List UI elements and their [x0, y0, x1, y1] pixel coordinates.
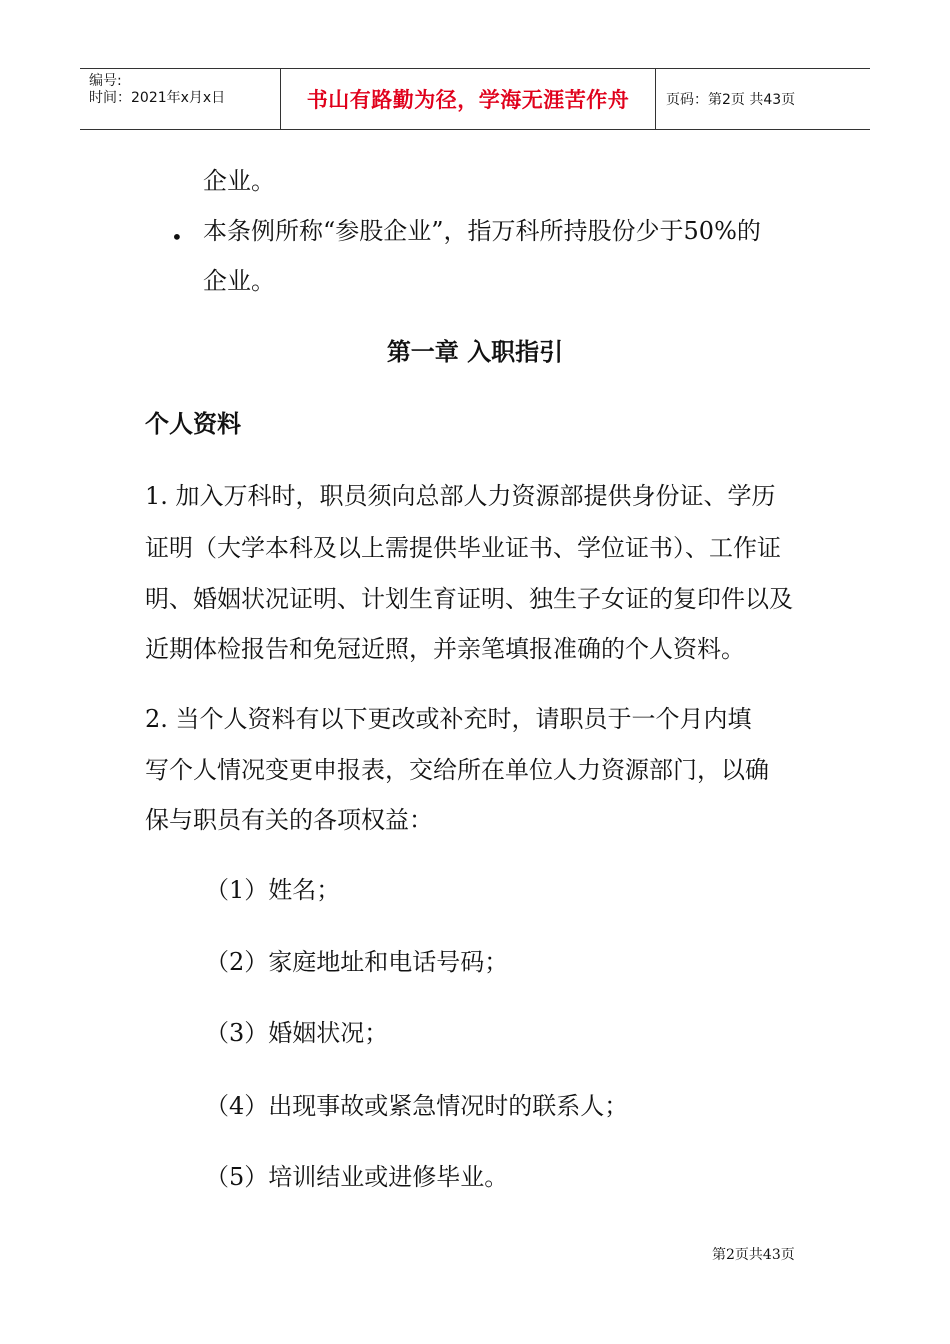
header-page-number: 页码：第2页 共43页	[666, 92, 796, 108]
chapter-title: 第一章 入职指引	[386, 338, 564, 366]
bullet-text-line-2: 企业。	[203, 267, 275, 295]
footer-page-number: 第2页共43页	[712, 1247, 795, 1263]
bullet-text-line-1: 本条例所称“参股企业”，指万科所持股份少于50%的	[203, 217, 761, 245]
header-motto: 书山有路勤为径，学海无涯苦作舟	[281, 69, 656, 129]
document-date-label: 时间：2021年x月x日	[89, 90, 226, 106]
section-title: 个人资料	[145, 410, 241, 438]
paragraph-2-line: 写个人情况变更申报表，交给所在单位人力资源部门，以确	[145, 756, 769, 784]
document-number-label: 编号:	[89, 73, 122, 89]
paragraph-2-line: 2. 当个人资料有以下更改或补充时，请职员于一个月内填	[145, 705, 752, 733]
list-item: （1）姓名；	[205, 876, 341, 904]
list-item: （4）出现事故或紧急情况时的联系人；	[205, 1092, 629, 1120]
paragraph-1-line: 近期体检报告和免冠近照，并亲笔填报准确的个人资料。	[145, 635, 745, 663]
list-item: （3）婚姻状况；	[205, 1019, 389, 1047]
bullet-dot-icon: •	[171, 225, 183, 249]
continued-text-line: 企业。	[203, 167, 275, 195]
paragraph-1-line: 1. 加入万科时，职员须向总部人力资源部提供身份证、学历	[145, 482, 776, 510]
paragraph-2-line: 保与职员有关的各项权益：	[145, 806, 433, 834]
list-item: （5）培训结业或进修毕业。	[205, 1163, 509, 1191]
list-item: （2）家庭地址和电话号码；	[205, 948, 509, 976]
header-meta-cell	[80, 69, 281, 129]
paragraph-1-line: 明、婚姻状况证明、计划生育证明、独生子女证的复印件以及	[145, 585, 793, 613]
paragraph-1-line: 证明（大学本科及以上需提供毕业证书、学位证书）、工作证	[145, 534, 781, 562]
page-header	[80, 68, 870, 130]
